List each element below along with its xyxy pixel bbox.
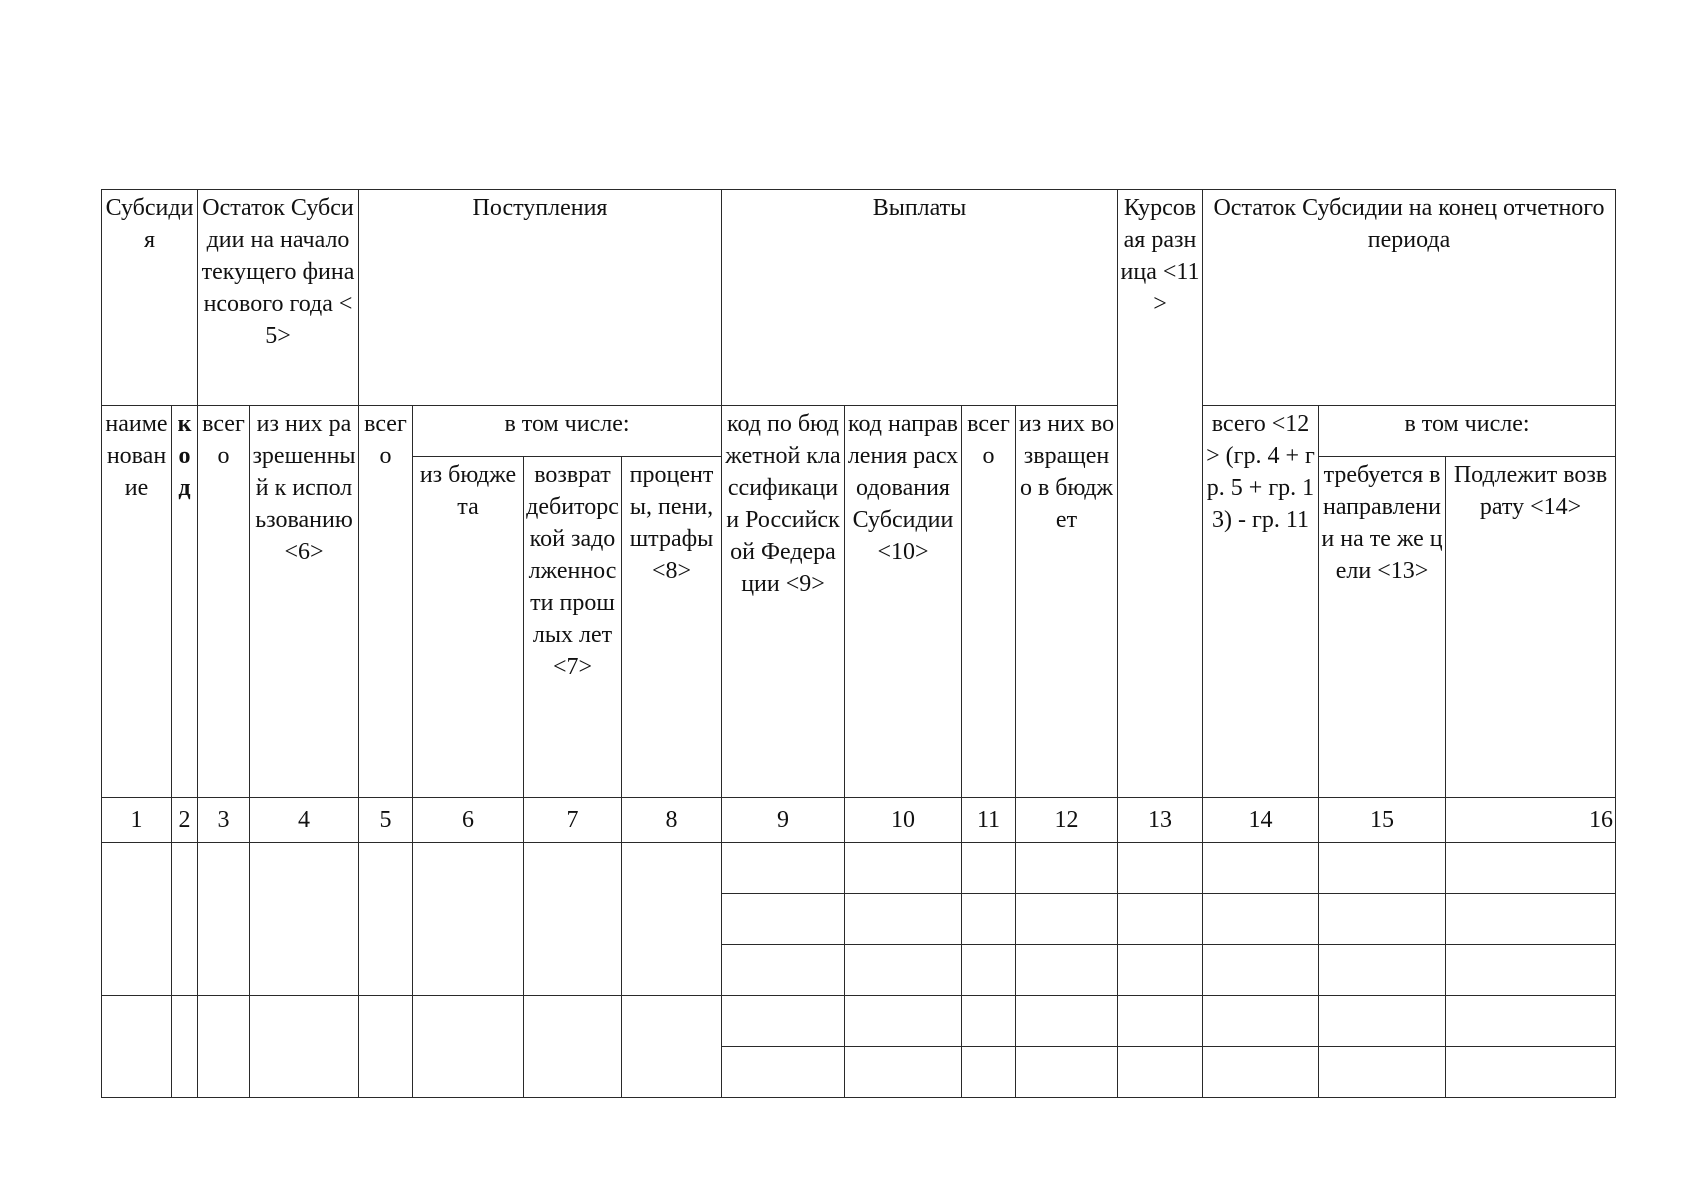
cell-needed-same[interactable] [1319, 894, 1446, 945]
column-number: 7 [524, 798, 622, 843]
column-number: 2 [172, 798, 198, 843]
cell-receipts-total[interactable] [359, 843, 413, 996]
cell-end-total[interactable] [1203, 843, 1319, 894]
subheader-interest: проценты, пени, штрафы <8> [622, 457, 722, 798]
subheader-direction-code: код направления расходования Субсидии <10> [845, 406, 962, 798]
cell-debt-return[interactable] [524, 843, 622, 996]
cell-needed-same[interactable] [1319, 843, 1446, 894]
column-number: 6 [413, 798, 524, 843]
cell-subsidy-code[interactable] [172, 996, 198, 1098]
cell-subsidy-name[interactable] [102, 843, 172, 996]
cell-direction-code[interactable] [845, 843, 962, 894]
cell-debt-return[interactable] [524, 996, 622, 1098]
column-number: 4 [250, 798, 359, 843]
cell-end-total[interactable] [1203, 996, 1319, 1047]
col-header-payments: Выплаты [722, 190, 1118, 406]
subheader-debt-return: возврат дебиторской задолженности прошлых лет <7> [524, 457, 622, 798]
cell-payments-total[interactable] [962, 843, 1016, 894]
column-number: 12 [1016, 798, 1118, 843]
col-header-exchange-diff: Курсовая разница <11> [1118, 190, 1203, 798]
cell-exchange-diff[interactable] [1118, 1047, 1203, 1098]
subheader-receipts-incl: в том числе: [413, 406, 722, 457]
subheader-end-total: всего <12> (гр. 4 + гр. 5 + гр. 13) - гр. 11 [1203, 406, 1319, 798]
subheader-payments-total: всего [962, 406, 1016, 798]
cell-exchange-diff[interactable] [1118, 996, 1203, 1047]
column-number: 5 [359, 798, 413, 843]
cell-direction-code[interactable] [845, 996, 962, 1047]
subheader-budget-code: код по бюджетной классификации Российской Федерации <9> [722, 406, 845, 798]
cell-direction-code[interactable] [845, 1047, 962, 1098]
subheader-end-incl: в том числе: [1319, 406, 1616, 457]
col-header-receipts: Поступления [359, 190, 722, 406]
cell-direction-code[interactable] [845, 894, 962, 945]
column-number: 10 [845, 798, 962, 843]
subheader-receipts-total: всего [359, 406, 413, 798]
cell-returned[interactable] [1016, 945, 1118, 996]
cell-balance-allowed[interactable] [250, 843, 359, 996]
cell-to-return[interactable] [1446, 843, 1616, 894]
subheader-returned: из них возвращено в бюджет [1016, 406, 1118, 798]
column-number: 13 [1118, 798, 1203, 843]
cell-payments-total[interactable] [962, 996, 1016, 1047]
column-number: 3 [198, 798, 250, 843]
cell-needed-same[interactable] [1319, 1047, 1446, 1098]
subheader-from-budget: из бюджета [413, 457, 524, 798]
cell-to-return[interactable] [1446, 1047, 1616, 1098]
cell-from-budget[interactable] [413, 843, 524, 996]
cell-exchange-diff[interactable] [1118, 894, 1203, 945]
cell-budget-code[interactable] [722, 996, 845, 1047]
cell-from-budget[interactable] [413, 996, 524, 1098]
col-header-balance-start: Остаток Субсидии на начало текущего финансового года <5> [198, 190, 359, 406]
cell-needed-same[interactable] [1319, 945, 1446, 996]
col-header-subsidy: Субсидия [102, 190, 198, 406]
subheader-balance-total: всего [198, 406, 250, 798]
subheader-code: код [172, 406, 198, 798]
cell-receipts-total[interactable] [359, 996, 413, 1098]
column-number: 14 [1203, 798, 1319, 843]
cell-end-total[interactable] [1203, 945, 1319, 996]
cell-subsidy-name[interactable] [102, 996, 172, 1098]
cell-end-total[interactable] [1203, 1047, 1319, 1098]
cell-budget-code[interactable] [722, 894, 845, 945]
cell-balance-total[interactable] [198, 996, 250, 1098]
column-number: 16 [1446, 798, 1616, 843]
cell-end-total[interactable] [1203, 894, 1319, 945]
column-number: 9 [722, 798, 845, 843]
cell-returned[interactable] [1016, 843, 1118, 894]
subheader-name: наименование [102, 406, 172, 798]
cell-subsidy-code[interactable] [172, 843, 198, 996]
cell-exchange-diff[interactable] [1118, 843, 1203, 894]
cell-payments-total[interactable] [962, 1047, 1016, 1098]
cell-needed-same[interactable] [1319, 996, 1446, 1047]
subheader-to-return: Подлежит возврату <14> [1446, 457, 1616, 798]
subheader-needed-same: требуется в направлении на те же цели <13> [1319, 457, 1446, 798]
cell-returned[interactable] [1016, 1047, 1118, 1098]
column-number: 11 [962, 798, 1016, 843]
cell-exchange-diff[interactable] [1118, 945, 1203, 996]
column-number: 1 [102, 798, 172, 843]
cell-budget-code[interactable] [722, 945, 845, 996]
col-header-balance-end: Остаток Субсидии на конец отчетного периода [1203, 190, 1616, 406]
cell-direction-code[interactable] [845, 945, 962, 996]
cell-budget-code[interactable] [722, 1047, 845, 1098]
cell-to-return[interactable] [1446, 996, 1616, 1047]
subsidy-report-table [101, 189, 1616, 1098]
cell-to-return[interactable] [1446, 945, 1616, 996]
cell-balance-allowed[interactable] [250, 996, 359, 1098]
cell-interest[interactable] [622, 843, 722, 996]
cell-payments-total[interactable] [962, 894, 1016, 945]
cell-interest[interactable] [622, 996, 722, 1098]
cell-returned[interactable] [1016, 894, 1118, 945]
column-number: 8 [622, 798, 722, 843]
column-number: 15 [1319, 798, 1446, 843]
cell-returned[interactable] [1016, 996, 1118, 1047]
cell-payments-total[interactable] [962, 945, 1016, 996]
cell-balance-total[interactable] [198, 843, 250, 996]
cell-budget-code[interactable] [722, 843, 845, 894]
cell-to-return[interactable] [1446, 894, 1616, 945]
subheader-balance-allowed: из них разрешенный к использованию <6> [250, 406, 359, 798]
